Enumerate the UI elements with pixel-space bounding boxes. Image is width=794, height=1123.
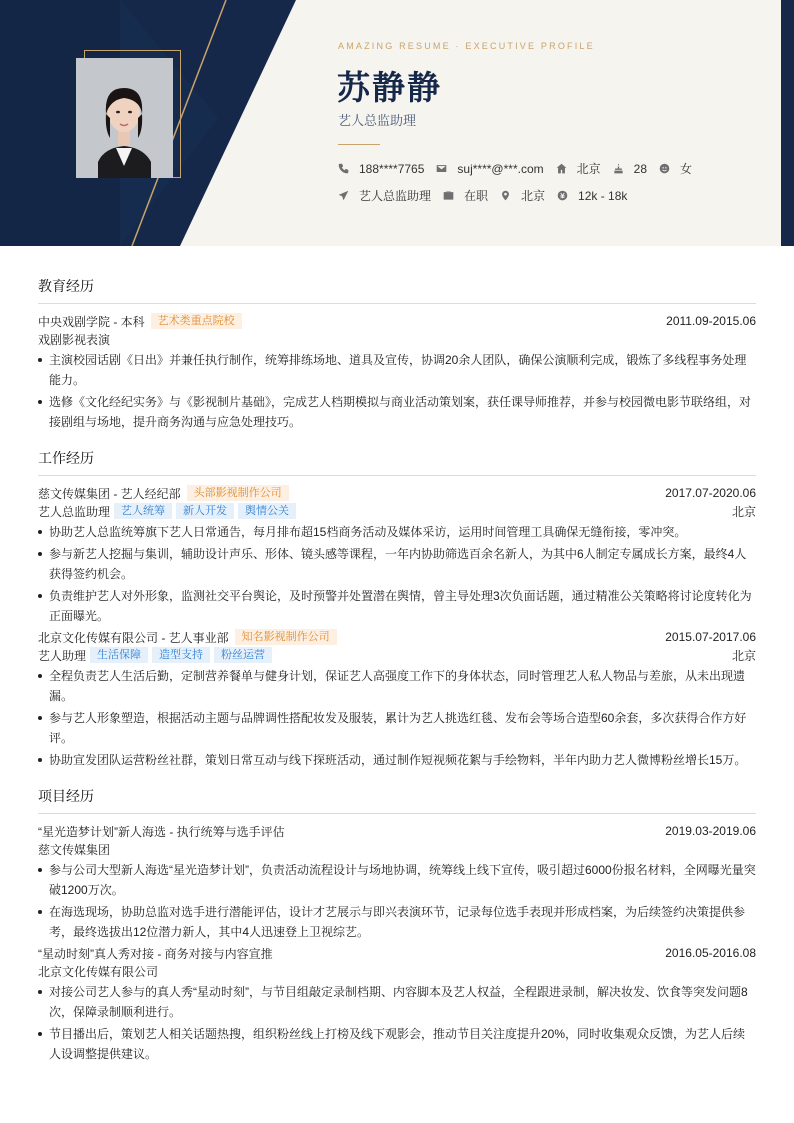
job-city: 北京 <box>731 504 756 519</box>
job-bullets <box>38 522 756 626</box>
send-icon <box>338 190 349 201</box>
skill-tag: 舆情公关 <box>238 503 296 519</box>
job-entry <box>38 484 756 626</box>
age-item <box>613 162 647 176</box>
salary-icon <box>557 190 568 201</box>
company-name: 慈文传媒集团 - 艺人经纪部 <box>38 486 181 501</box>
work-section <box>38 448 756 770</box>
project-bullets <box>38 860 756 942</box>
job-date: 2015.07-2017.06 <box>665 630 756 644</box>
project-org: 慈文传媒集团 <box>38 842 111 857</box>
project-header <box>38 944 756 962</box>
list-item: 负责维护艺人对外形象，监测社交平台舆论，及时预警并处置潜在舆情，曾主导处理3次负面话题，通过精准公关策略将讨论度转化为正面曝光。 <box>38 586 756 626</box>
skill-tag: 新人开发 <box>176 503 234 519</box>
list-item: 参与新艺人挖掘与集训，辅助设计声乐、形体、镜头感等课程，一年内协助筛选百余名新人，为其中6人制定专属成长方案，最终4人获得签约机会。 <box>38 544 756 584</box>
section-title: 项目经历 <box>38 786 756 814</box>
briefcase-icon <box>443 190 454 201</box>
school-name: 中央戏剧学院 - 本科 <box>38 314 145 329</box>
education-bullets <box>38 350 756 432</box>
list-item: 对接公司艺人参与的真人秀“星动时刻”，与节目组敲定录制档期、内容脚本及艺人权益，全程跟进录制，解决妆发、饮食等突发问题8次，保障录制顺利进行。 <box>38 982 756 1022</box>
project-entry <box>38 944 756 1064</box>
list-item: 在海选现场，协助总监对选手进行潜能评估，设计才艺展示与即兴表演环节，记录每位选手表现并形成档案，为后续签约决策提供参考，最终选拔出12位潜力新人，其中4人迅速登上卫视综艺。 <box>38 902 756 942</box>
profile-photo <box>76 58 173 178</box>
target-city-item <box>500 187 545 204</box>
intent-row <box>338 187 639 204</box>
target-role-item <box>338 187 431 204</box>
project-org: 北京文化传媒有限公司 <box>38 964 159 979</box>
resume-body <box>38 276 756 1065</box>
status-item <box>443 187 488 204</box>
skill-tag: 粉丝运营 <box>214 647 272 663</box>
major: 戏剧影视表演 <box>38 332 111 347</box>
right-accent-stripe <box>781 0 794 246</box>
gender-item <box>659 160 692 177</box>
job-role: 艺人总监助理 <box>38 504 111 519</box>
resume-header <box>0 0 794 246</box>
portrait-illustration <box>76 58 173 178</box>
company-tag: 知名影视制作公司 <box>235 629 337 645</box>
skill-tag: 造型支持 <box>152 647 210 663</box>
skill-tag: 艺人统筹 <box>114 503 172 519</box>
divider <box>338 144 380 145</box>
list-item: 协助艺人总监统筹旗下艺人日常通告，每月排布超15档商务活动及媒体采访，运用时间管理工具确保无缝衔接，零冲突。 <box>38 522 756 542</box>
target-city-text: 北京 <box>521 189 546 203</box>
list-item: 参与艺人形象塑造，根据活动主题与品牌调性搭配妆发及服装，累计为艺人挑选红毯、发布会等场合造型60余套，多次获得合作方好评。 <box>38 708 756 748</box>
job-header <box>38 484 756 502</box>
school-tag: 艺术类重点院校 <box>151 313 242 329</box>
section-title: 工作经历 <box>38 448 756 476</box>
cake-icon <box>613 163 624 174</box>
project-org-row <box>38 962 756 980</box>
project-entry <box>38 822 756 942</box>
list-item: 参与公司大型新人海选“星光造梦计划”，负责活动流程设计与场地协调，统筹线上线下宣传，吸引超过6000份报名材料，全网曝光量突破1200万次。 <box>38 860 756 900</box>
status-text: 在职 <box>464 189 489 203</box>
home-text: 北京 <box>576 162 601 176</box>
project-header <box>38 822 756 840</box>
list-item: 全程负责艺人生活后勤，定制营养餐单与健身计划，保证艺人高强度工作下的身体状态，同时管理艺人私人物品与差旅，从未出现遗漏。 <box>38 666 756 706</box>
candidate-name: 苏静静 <box>337 69 442 106</box>
target-role-text: 艺人总监助理 <box>359 189 432 203</box>
job-role-row <box>38 502 756 520</box>
project-bullets <box>38 982 756 1064</box>
company-tag: 头部影视制作公司 <box>187 485 289 501</box>
phone-item <box>338 162 424 176</box>
skill-tag: 生活保障 <box>90 647 148 663</box>
age-text: 28 <box>633 161 647 176</box>
home-icon <box>556 163 567 174</box>
list-item: 主演校园话剧《日出》并兼任执行制作，统筹排练场地、道具及宣传，协调20余人团队，确保公演顺利完成，锻炼了多线程事务处理能力。 <box>38 350 756 390</box>
education-date: 2011.09-2015.06 <box>666 314 756 328</box>
salary-text: 12k - 18k <box>578 188 628 203</box>
phone-text: 188****7765 <box>359 161 425 176</box>
list-item: 节目播出后，策划艺人相关话题热搜，组织粉丝线上打榜及线下观影会，推动节目关注度提升20%，同时收集观众反馈，为艺人后续人设调整提供建议。 <box>38 1024 756 1064</box>
gender-text: 女 <box>680 162 693 176</box>
education-major-row <box>38 330 756 348</box>
job-date: 2017.07-2020.06 <box>665 486 756 500</box>
education-section <box>38 276 756 432</box>
project-name: “星光造梦计划”新人海选 - 执行统筹与选手评估 <box>38 824 285 839</box>
job-role: 艺人助理 <box>38 648 87 663</box>
job-bullets <box>38 666 756 770</box>
section-title: 教育经历 <box>38 276 756 304</box>
home-item <box>556 160 601 177</box>
job-header <box>38 628 756 646</box>
candidate-title: 艺人总监助理 <box>338 113 417 128</box>
job-role-row <box>38 646 756 664</box>
location-pin-icon <box>500 190 511 201</box>
project-name: “星动时刻”真人秀对接 - 商务对接与内容宣推 <box>38 946 273 961</box>
project-date: 2019.03-2019.06 <box>665 824 756 838</box>
email-text: suj****@***.com <box>457 161 544 176</box>
project-org-row <box>38 840 756 858</box>
list-item: 协助宣发团队运营粉丝社群，策划日常互动与线下探班活动，通过制作短视频花絮与手绘物料，半年内助力艺人微博粉丝增长15万。 <box>38 750 756 770</box>
profile-tagline: AMAZING RESUME · EXECUTIVE PROFILE <box>338 41 595 51</box>
job-entry <box>38 628 756 770</box>
job-city: 北京 <box>731 648 756 663</box>
salary-item <box>557 189 627 203</box>
contact-row <box>338 160 704 177</box>
phone-icon <box>338 163 349 174</box>
project-section <box>38 786 756 1064</box>
list-item: 选修《文化经纪实务》与《影视制片基础》，完成艺人档期模拟与商业活动策划案，获任课导师推荐，并参与校园微电影节联络组，对接剧组与场地，提升商务沟通与应急处理技巧。 <box>38 392 756 432</box>
company-name: 北京文化传媒有限公司 - 艺人事业部 <box>38 630 229 645</box>
project-date: 2016.05-2016.08 <box>665 946 756 960</box>
education-entry-header <box>38 312 756 330</box>
email-item <box>436 162 543 176</box>
mail-icon <box>436 163 447 174</box>
gender-icon <box>659 163 670 174</box>
